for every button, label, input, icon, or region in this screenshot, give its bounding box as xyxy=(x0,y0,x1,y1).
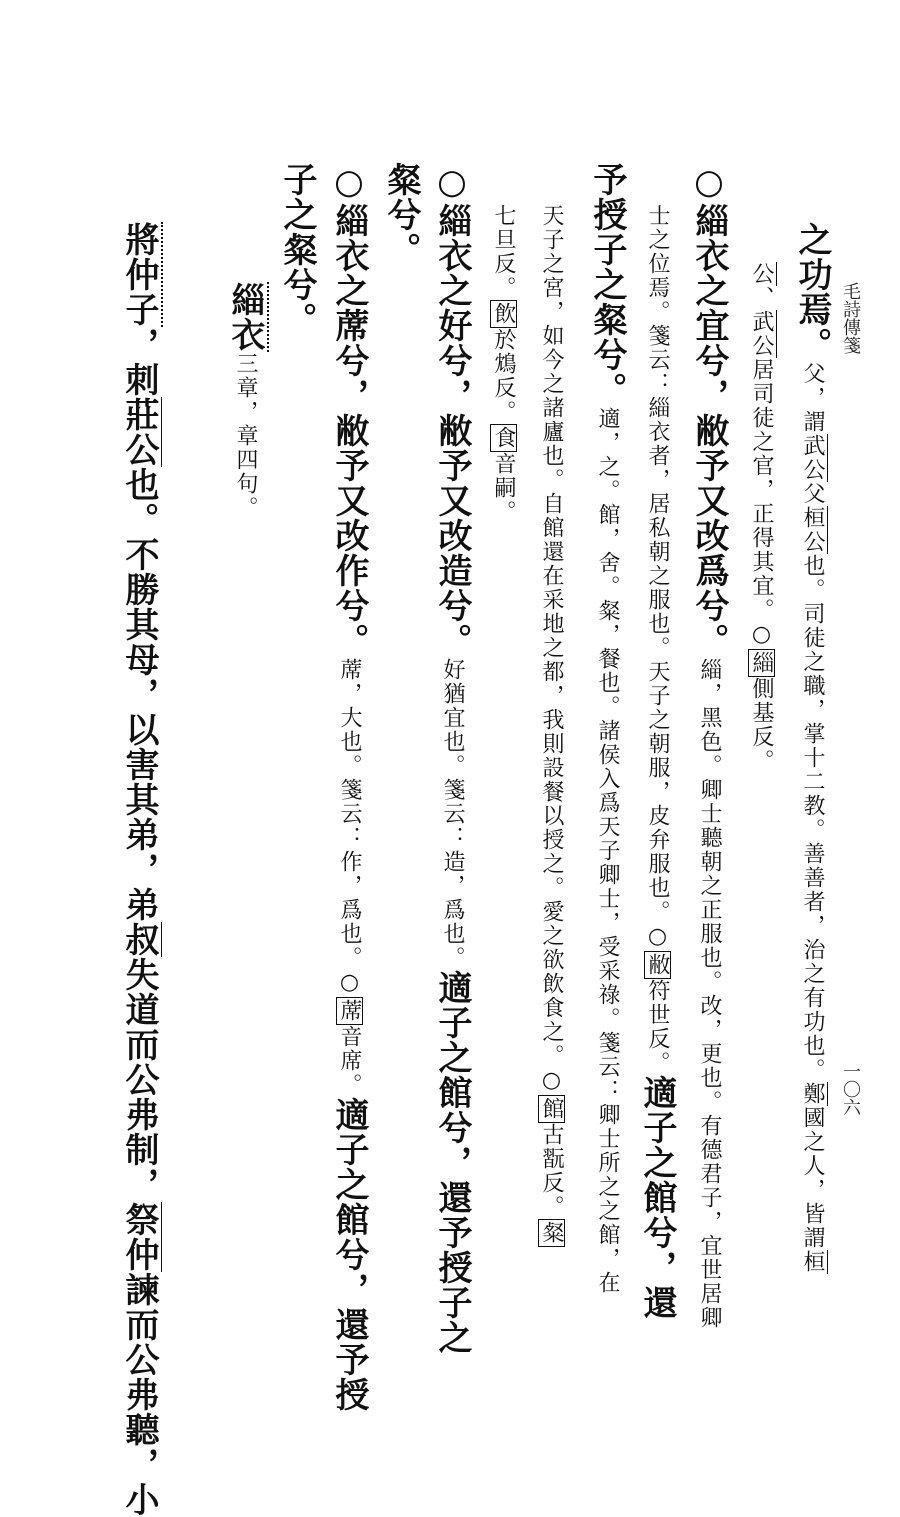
commentary-text: 音席。 xyxy=(337,1025,362,1097)
verse-text: 粲兮。 xyxy=(381,162,421,267)
text-column xyxy=(750,262,772,773)
phonetic-gloss-marker: 食 xyxy=(491,426,516,450)
verse-text: ○緇衣之宜兮，敝予又改爲兮。 xyxy=(689,162,729,658)
text-column xyxy=(329,162,369,1412)
commentary-text: 父 xyxy=(800,482,825,506)
verse-text: 諫而公弗聽，小 xyxy=(119,1272,159,1517)
commentary-text: 三章，章四句。 xyxy=(233,352,258,520)
commentary-text: 天子之宮，如今之諸廬也。自館還在采地之都，我則設餐以授之。愛之欲飲食之。○ xyxy=(539,204,564,1095)
proper-name-mark: 桓公 xyxy=(800,506,828,554)
text-column xyxy=(225,282,265,520)
commentary-text: 居司徒之官，正得其宜。○ xyxy=(749,358,774,649)
verse-text: 適子之館兮，還予授 xyxy=(329,1097,369,1412)
text-column xyxy=(587,162,627,1295)
verse-text: 子之粲兮。 xyxy=(277,162,317,337)
text-column xyxy=(492,204,514,524)
proper-name-mark: 桓 xyxy=(800,1250,828,1274)
phonetic-gloss-marker: 蓆 xyxy=(337,999,362,1023)
commentary-text: 符世反。 xyxy=(645,979,670,1075)
text-column xyxy=(540,204,562,1247)
phonetic-gloss-marker: 敝 xyxy=(645,953,670,977)
proper-name-mark: 鄭 xyxy=(800,1082,828,1106)
proper-name-mark: 公 xyxy=(749,262,777,286)
commentary-text: 也。司徒之職，掌十二教。善善者，治之有功也。 xyxy=(800,554,825,1082)
verse-text: 予授子之粲兮。 xyxy=(587,162,627,407)
text-column xyxy=(637,204,677,1320)
verse-text: 失道而公弗制， xyxy=(119,957,159,1202)
text-column xyxy=(119,222,159,1517)
text-column xyxy=(381,162,421,267)
commentary-text: 、 xyxy=(749,286,774,310)
verse-text: 也。不勝其母，以害其弟，弟 xyxy=(119,467,159,922)
commentary-text: 七旦反。 xyxy=(491,204,516,300)
commentary-text: 於鴆反。 xyxy=(491,328,516,424)
phonetic-gloss-marker: 館 xyxy=(539,1097,564,1121)
commentary-text: 古翫反。 xyxy=(539,1123,564,1219)
title-mark: 緇衣 xyxy=(225,282,269,352)
text-column xyxy=(689,162,729,1330)
verse-text: ○緇衣之蓆兮，敝予又改作兮。 xyxy=(329,162,369,658)
proper-name-mark: 莊公 xyxy=(119,397,162,467)
commentary-text: 士之位焉。箋云：緇衣者，居私朝之服也。天子之朝服，皮弁服也。○ xyxy=(645,204,670,951)
text-column xyxy=(432,162,472,1355)
proper-name-mark: 武公 xyxy=(749,310,777,358)
phonetic-gloss-marker: 飲 xyxy=(491,302,516,326)
text-column xyxy=(792,222,832,1274)
verse-text: 適子之館兮，還 xyxy=(637,1075,677,1320)
verse-text: 適子之館兮，還予授子之 xyxy=(432,970,472,1355)
commentary-text: 國之人，皆謂 xyxy=(800,1106,825,1250)
title-mark: 將仲子 xyxy=(119,222,163,327)
commentary-text: 適，之。館，舍。粲，餐也。諸侯入爲天子卿士，受采祿。箋云：卿士所之之館，在 xyxy=(595,407,620,1295)
verse-text: ○緇衣之好兮，敝予又改造兮。 xyxy=(432,162,472,658)
proper-name-mark: 祭仲 xyxy=(119,1202,162,1272)
commentary-text: 蓆，大也。箋云：作，爲也。○ xyxy=(337,658,362,997)
commentary-text: 父，謂 xyxy=(800,362,825,434)
commentary-text: 側基反。 xyxy=(749,677,774,773)
verse-text: 之功焉。 xyxy=(792,222,832,362)
phonetic-gloss-marker: 粲 xyxy=(539,1221,564,1245)
text-column xyxy=(277,162,317,337)
commentary-text: 好猶宜也。箋云：造，爲也。 xyxy=(440,658,465,970)
running-title: 毛詩傳箋 xyxy=(840,282,861,354)
commentary-text: 緇，黑色。卿士聽朝之正服也。改，更也。有德君子，宜世居卿 xyxy=(697,658,722,1330)
commentary-text: 音嗣。 xyxy=(491,452,516,524)
proper-name-mark: 叔 xyxy=(119,922,162,957)
proper-name-mark: 武公 xyxy=(800,434,828,482)
page-number: 一〇六 xyxy=(840,1062,861,1116)
verse-text: ，刺 xyxy=(119,327,159,397)
phonetic-gloss-marker: 緇 xyxy=(749,651,774,675)
